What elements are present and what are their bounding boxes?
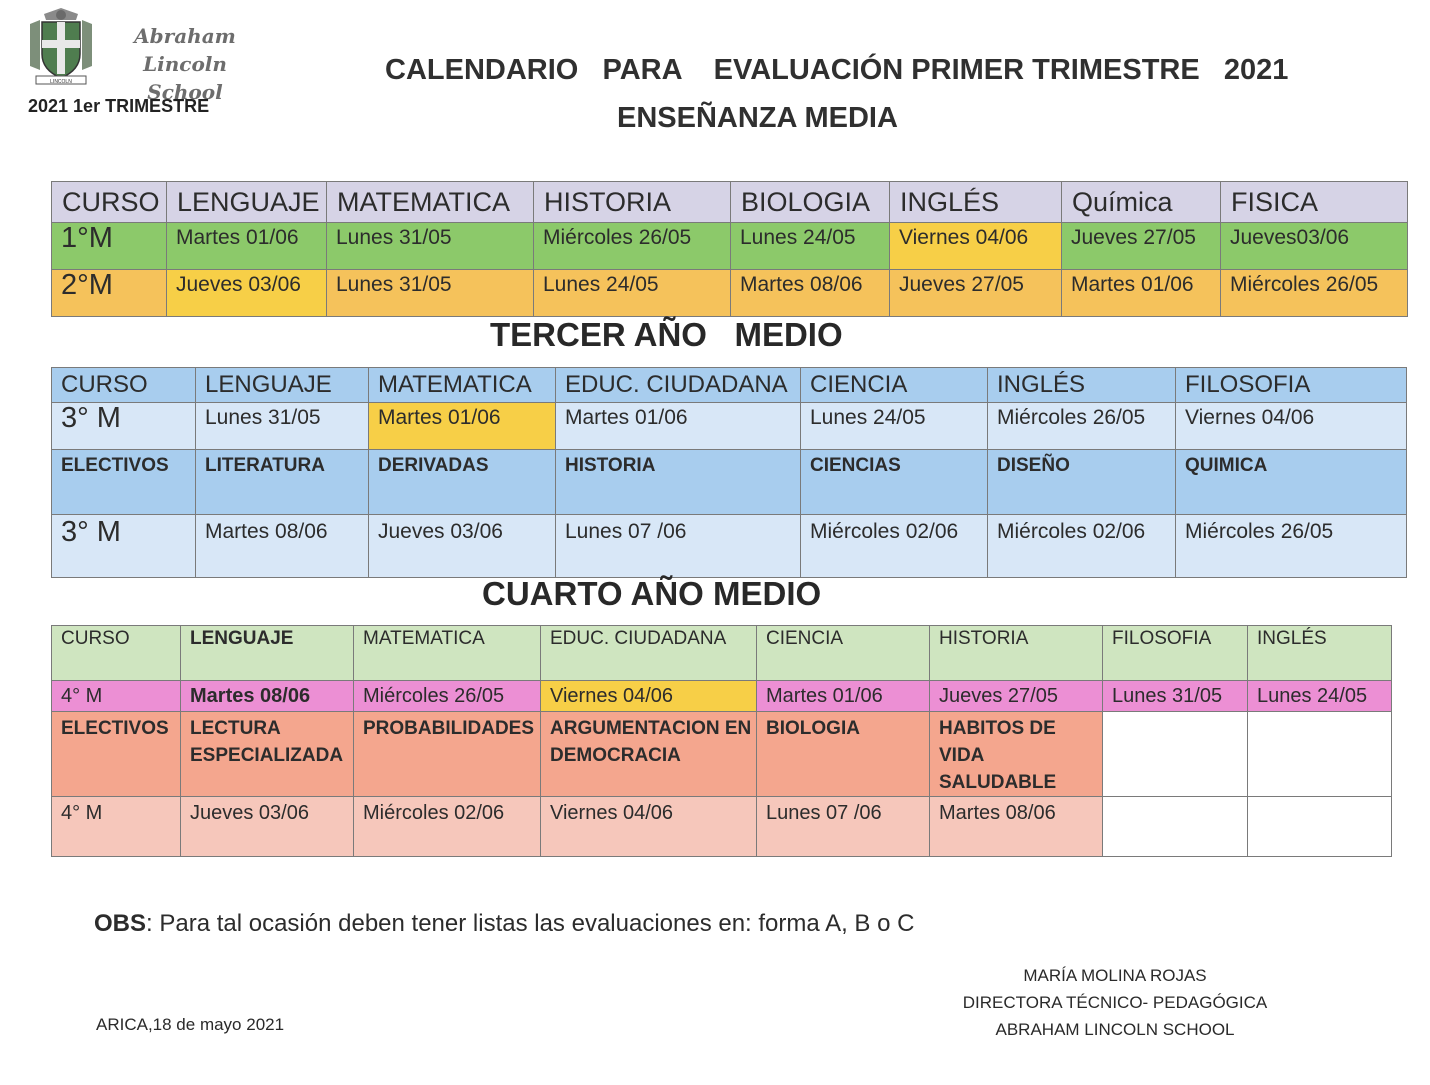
course-cell: 4° M xyxy=(52,797,181,857)
school-name-line2: School xyxy=(147,80,223,104)
table-cell: Miércoles 02/06 xyxy=(354,797,541,857)
empty-cell xyxy=(1103,797,1248,857)
table-cell: Viernes 04/06 xyxy=(541,681,757,712)
table-cell: Miércoles 02/06 xyxy=(988,515,1176,578)
table-row xyxy=(52,515,1407,578)
column-header: CURSO xyxy=(52,626,181,681)
signatory-school: ABRAHAM LINCOLN SCHOOL xyxy=(995,1020,1235,1039)
page-title: CALENDARIO PARA EVALUACIÓN PRIMER TRIMESTRE 2021 xyxy=(385,54,1289,86)
table-cell: Jueves 03/06 xyxy=(167,270,327,317)
table-header-row xyxy=(52,182,1408,223)
table-cell: ELECTIVOS xyxy=(52,712,181,797)
column-header: LENGUAJE xyxy=(196,368,369,403)
table-cell: Miércoles 26/05 xyxy=(988,403,1176,450)
table-cell: Martes 01/06 xyxy=(556,403,801,450)
column-header: CIENCIA xyxy=(801,368,988,403)
obs-text: : Para tal ocasión deben tener listas las evaluaciones en: forma A, B o C xyxy=(146,910,915,937)
column-header: FILOSOFIA xyxy=(1103,626,1248,681)
column-header: CURSO xyxy=(52,368,196,403)
table-cell: Lunes 24/05 xyxy=(534,270,731,317)
table-cell: Jueves 03/06 xyxy=(369,515,556,578)
table-cell: Viernes 04/06 xyxy=(1176,403,1407,450)
table-cell: Lunes 07 /06 xyxy=(757,797,930,857)
table-cell: Lunes 24/05 xyxy=(731,223,890,270)
column-header: BIOLOGIA xyxy=(731,182,890,223)
table-cell: Lunes 31/05 xyxy=(327,270,534,317)
column-header: MATEMATICA xyxy=(369,368,556,403)
column-header: FILOSOFIA xyxy=(1176,368,1407,403)
school-name xyxy=(100,22,270,106)
table-cell: Viernes 04/06 xyxy=(541,797,757,857)
logo-caption: LINCOLN xyxy=(50,79,72,85)
table-row xyxy=(52,403,1407,450)
table-cell: Viernes 04/06 xyxy=(890,223,1062,270)
table-cell: CIENCIAS xyxy=(801,450,988,515)
section-title-tercer: TERCER AÑO MEDIO xyxy=(490,316,843,353)
column-header: INGLÉS xyxy=(890,182,1062,223)
column-header: LENGUAJE xyxy=(181,626,354,681)
school-crest-logo xyxy=(26,6,96,86)
table-cell: Lunes 31/05 xyxy=(196,403,369,450)
column-header: EDUC. CIUDADANA xyxy=(556,368,801,403)
table-header-row xyxy=(52,368,1407,403)
schedule-table-4m xyxy=(51,625,1392,857)
section-title-cuarto: CUARTO AÑO MEDIO xyxy=(482,575,822,612)
table-cell: LECTURA ESPECIALIZADA xyxy=(181,712,354,797)
table-cell: Jueves 27/05 xyxy=(1062,223,1221,270)
signatory-role: DIRECTORA TÉCNICO- PEDAGÓGICA xyxy=(962,993,1268,1012)
table-cell: Martes 01/06 xyxy=(167,223,327,270)
schedule-table-1m-2m xyxy=(51,181,1408,317)
column-header: CURSO xyxy=(52,182,167,223)
electivos-row xyxy=(52,712,1392,797)
table-cell: Martes 08/06 xyxy=(930,797,1103,857)
table-row xyxy=(52,223,1408,270)
table-cell: LITERATURA xyxy=(196,450,369,515)
signatory-name: MARÍA MOLINA ROJAS xyxy=(1023,966,1207,985)
table-cell: Lunes 24/05 xyxy=(801,403,988,450)
column-header: HISTORIA xyxy=(534,182,731,223)
column-header: FISICA xyxy=(1221,182,1408,223)
table-cell: Martes 08/06 xyxy=(181,681,354,712)
course-cell: 3° M xyxy=(52,515,196,578)
column-header: LENGUAJE xyxy=(167,182,327,223)
table-cell: Martes 01/06 xyxy=(757,681,930,712)
signature-block xyxy=(940,962,1290,1043)
table-cell: Lunes 24/05 xyxy=(1248,681,1392,712)
table-cell: PROBABILIDADES xyxy=(354,712,541,797)
table-cell: Martes 01/06 xyxy=(369,403,556,450)
electivos-row xyxy=(52,450,1407,515)
trimester-label: 2021 1er TRIMESTRE xyxy=(28,96,210,116)
table-row xyxy=(52,797,1392,857)
table-cell: BIOLOGIA xyxy=(757,712,930,797)
column-header: MATEMATICA xyxy=(327,182,534,223)
column-header: Química xyxy=(1062,182,1221,223)
table-cell: QUIMICA xyxy=(1176,450,1407,515)
table-cell: Miércoles 26/05 xyxy=(1176,515,1407,578)
table-cell: HABITOS DE VIDA SALUDABLE xyxy=(930,712,1103,797)
table-cell: DERIVADAS xyxy=(369,450,556,515)
table-cell: ELECTIVOS xyxy=(52,450,196,515)
table-cell: Jueves 27/05 xyxy=(930,681,1103,712)
school-name-line1: Abraham Lincoln xyxy=(134,24,236,76)
table-cell: Jueves03/06 xyxy=(1221,223,1408,270)
table-cell: HISTORIA xyxy=(556,450,801,515)
table-cell: DISEÑO xyxy=(988,450,1176,515)
table-cell: ARGUMENTACION EN DEMOCRACIA xyxy=(541,712,757,797)
observation-note xyxy=(94,910,914,938)
empty-cell xyxy=(1248,797,1392,857)
table-cell: Lunes 31/05 xyxy=(1103,681,1248,712)
table-cell: Miércoles 26/05 xyxy=(1221,270,1408,317)
table-cell: Martes 08/06 xyxy=(196,515,369,578)
schedule-table-3m xyxy=(51,367,1407,578)
column-header: EDUC. CIUDADANA xyxy=(541,626,757,681)
course-cell: 4° M xyxy=(52,681,181,712)
table-cell: Miércoles 26/05 xyxy=(354,681,541,712)
page-subtitle: ENSEÑANZA MEDIA xyxy=(617,102,898,134)
table-header-row xyxy=(52,626,1392,681)
table-row xyxy=(52,681,1392,712)
table-cell: Miércoles 26/05 xyxy=(534,223,731,270)
place-date: ARICA,18 de mayo 2021 xyxy=(96,1015,285,1034)
column-header: INGLÉS xyxy=(1248,626,1392,681)
course-cell: 2°M xyxy=(52,270,167,317)
course-cell: 1°M xyxy=(52,223,167,270)
table-cell: Martes 08/06 xyxy=(731,270,890,317)
table-row xyxy=(52,270,1408,317)
table-cell: Jueves 27/05 xyxy=(890,270,1062,317)
column-header: MATEMATICA xyxy=(354,626,541,681)
table-cell: Miércoles 02/06 xyxy=(801,515,988,578)
table-cell: Jueves 03/06 xyxy=(181,797,354,857)
table-cell: Martes 01/06 xyxy=(1062,270,1221,317)
table-cell: Lunes 31/05 xyxy=(327,223,534,270)
obs-label: OBS xyxy=(94,910,147,937)
course-cell: 3° M xyxy=(52,403,196,450)
empty-cell xyxy=(1248,712,1392,797)
empty-cell xyxy=(1103,712,1248,797)
column-header: CIENCIA xyxy=(757,626,930,681)
column-header: HISTORIA xyxy=(930,626,1103,681)
column-header: INGLÉS xyxy=(988,368,1176,403)
table-cell: Lunes 07 /06 xyxy=(556,515,801,578)
